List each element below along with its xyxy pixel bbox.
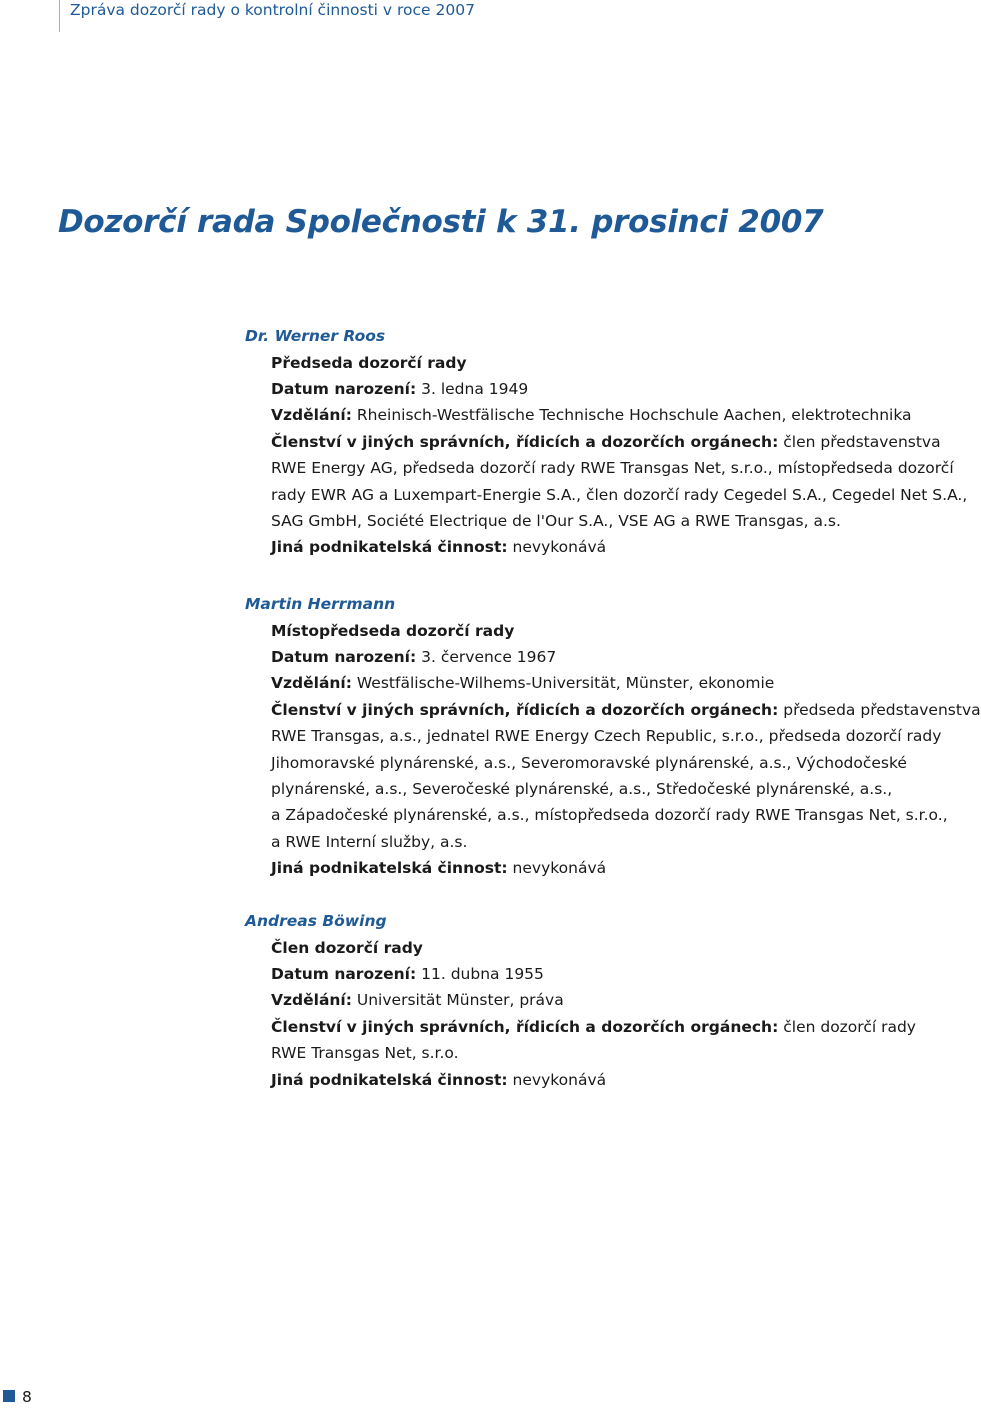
membership-row: [271, 429, 951, 455]
business-row: [271, 1067, 951, 1093]
education-label: Vzdělání:: [271, 406, 352, 425]
birth-date-row: [271, 961, 951, 987]
header-divider: [59, 0, 60, 32]
page-marker-square: [3, 1390, 15, 1402]
birth-date-value: 3. ledna 1949: [421, 379, 529, 398]
member-name: Andreas Böwing: [245, 912, 387, 930]
education-row: [271, 987, 951, 1013]
running-header: Zpráva dozorčí rady o kontrolní činnosti v roce 2007: [70, 1, 475, 19]
birth-date-row: [271, 644, 951, 670]
membership-row: [271, 1014, 951, 1040]
membership-label: Členství v jiných správních, řídicích a dozorčích orgánech:: [271, 700, 779, 719]
birth-date-row: [271, 376, 951, 402]
birth-date-value: 11. dubna 1955: [421, 964, 544, 983]
member-role: Místopředseda dozorčí rady: [271, 621, 515, 640]
member-role: Člen dozorčí rady: [271, 938, 423, 957]
membership-row: [271, 697, 981, 723]
member-role: Předseda dozorčí rady: [271, 353, 467, 372]
membership-continuation: SAG GmbH, Société Electrique de l'Our S.A., VSE AG a RWE Transgas, a.s.: [271, 511, 841, 530]
education-row: [271, 670, 951, 696]
member-name: Dr. Werner Roos: [245, 327, 386, 345]
membership-label: Členství v jiných správních, řídicích a dozorčích orgánech:: [271, 1017, 779, 1036]
education-value: Rheinisch-Westfälische Technische Hochschule Aachen, elektrotechnika: [356, 406, 912, 425]
membership-continuation: a RWE Interní služby, a.s.: [271, 832, 468, 851]
education-value: Westfälische-Wilhems-Universität, Münster, ekonomie: [356, 674, 775, 693]
business-label: Jiná podnikatelská činnost:: [271, 859, 508, 878]
membership-continuation: RWE Transgas Net, s.r.o.: [271, 1044, 459, 1063]
member-name: Martin Herrmann: [245, 595, 396, 613]
membership-continuation: plynárenské, a.s., Severočeské plynárenské, a.s., Středočeské plynárenské, a.s.,: [271, 779, 893, 798]
membership-continuation: Jihomoravské plynárenské, a.s., Severomoravské plynárenské, a.s., Východočeské: [271, 753, 907, 772]
business-row: [271, 534, 951, 560]
business-value: nevykonává: [512, 1070, 607, 1089]
membership-label: Členství v jiných správních, řídicích a dozorčích orgánech:: [271, 432, 779, 451]
membership-value: člen představenstva: [783, 432, 941, 451]
birth-date-label: Datum narození:: [271, 964, 417, 983]
business-row: [271, 855, 951, 881]
birth-date-label: Datum narození:: [271, 647, 417, 666]
business-label: Jiná podnikatelská činnost:: [271, 1070, 508, 1089]
membership-value: předseda představenstva: [783, 700, 981, 719]
membership-continuation: RWE Energy AG, předseda dozorčí rady RWE Transgas Net, s.r.o., místopředseda dozorčí: [271, 459, 954, 478]
education-label: Vzdělání:: [271, 991, 352, 1010]
membership-continuation: RWE Transgas, a.s., jednatel RWE Energy Czech Republic, s.r.o., předseda dozorčí rady: [271, 727, 942, 746]
birth-date-value: 3. července 1967: [421, 647, 557, 666]
business-value: nevykonává: [512, 859, 607, 878]
education-value: Universität Münster, práva: [356, 991, 564, 1010]
business-label: Jiná podnikatelská činnost:: [271, 538, 508, 557]
business-value: nevykonává: [512, 538, 607, 557]
page-number: 8: [22, 1388, 32, 1406]
membership-continuation: a Západočeské plynárenské, a.s., místopředseda dozorčí rady RWE Transgas Net, s.r.o.,: [271, 806, 948, 825]
page-title: Dozorčí rada Společnosti k 31. prosinci 2007: [58, 204, 824, 240]
education-label: Vzdělání:: [271, 674, 352, 693]
membership-value: člen dozorčí rady: [783, 1017, 916, 1036]
education-row: [271, 402, 951, 428]
membership-continuation: rady EWR AG a Luxempart-Energie S.A., člen dozorčí rady Cegedel S.A., Cegedel Net S.A.,: [271, 485, 968, 504]
birth-date-label: Datum narození:: [271, 379, 417, 398]
